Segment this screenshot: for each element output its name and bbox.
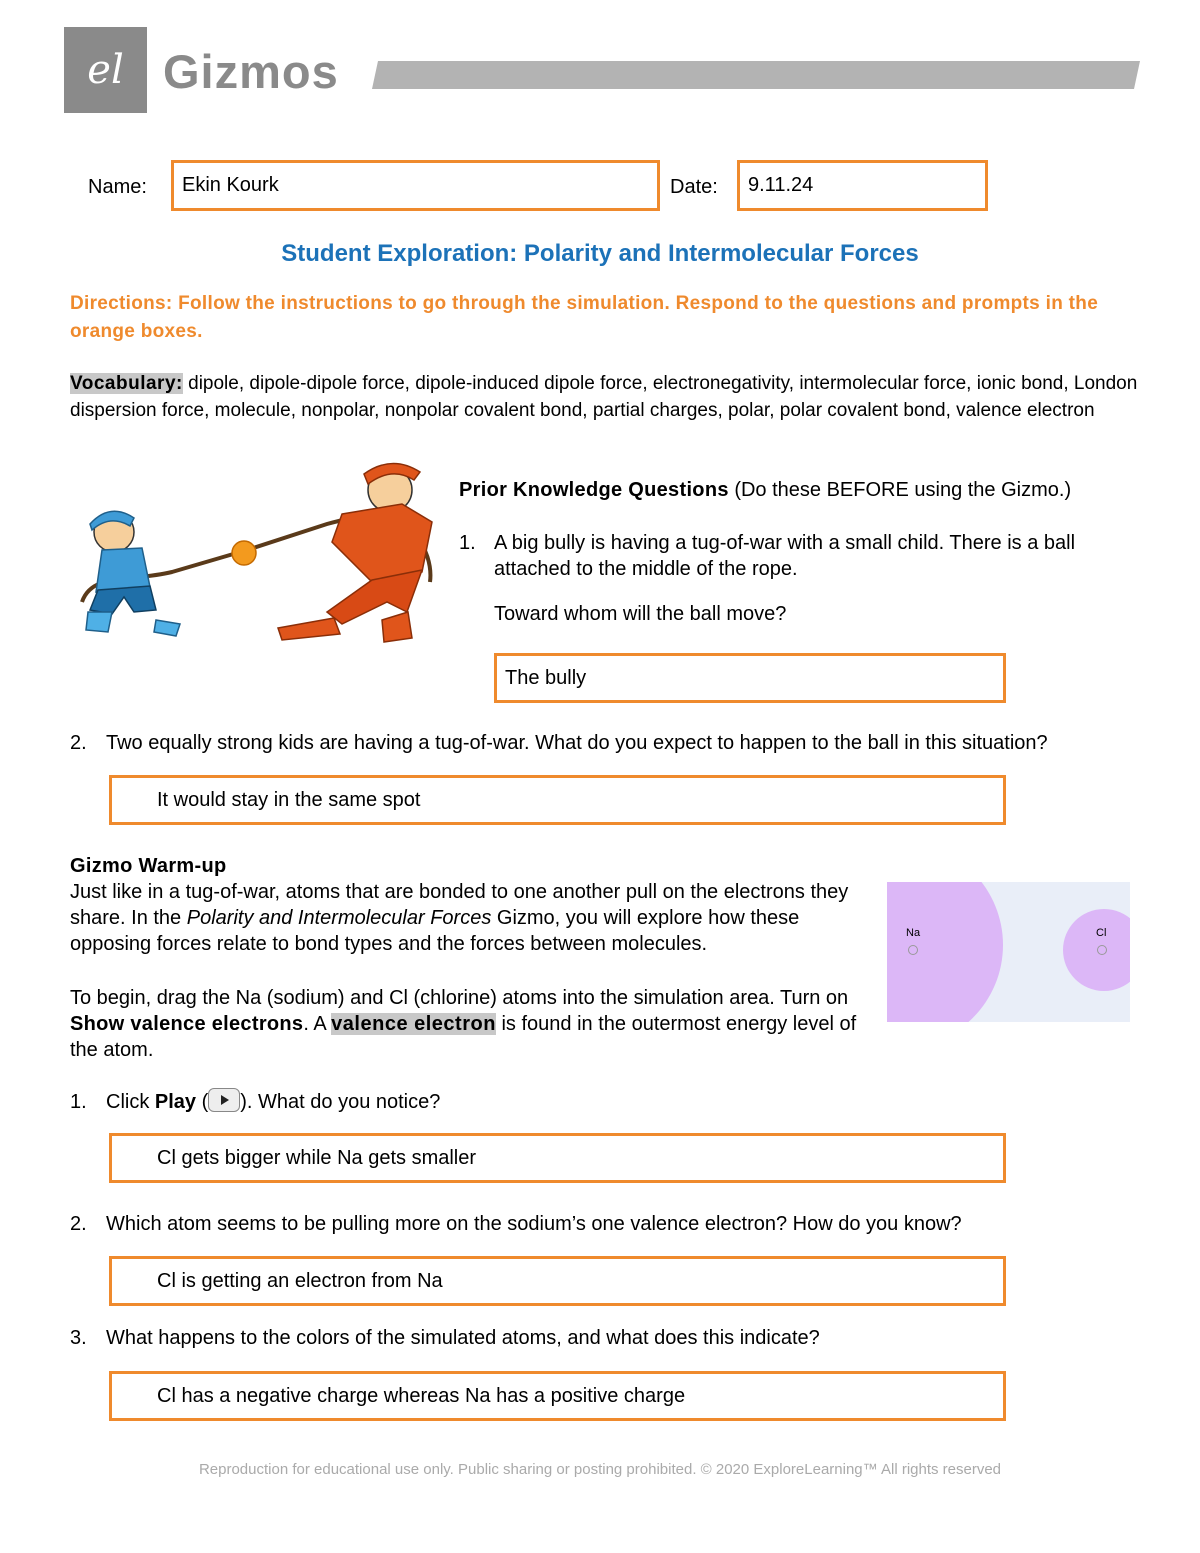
name-value: Ekin Kourk: [182, 174, 279, 196]
footer-copyright: Reproduction for educational use only. Public sharing or posting prohibited. © 2020 ExploreLearning™ All rights reserved: [198, 1461, 1002, 1478]
page-title: Student Exploration: Polarity and Intermolecular Forces: [281, 240, 919, 267]
vocabulary-label: Vocabulary:: [70, 373, 183, 394]
prior-q1-answer-box[interactable]: [494, 653, 1006, 703]
warmup-p2-a: To begin, drag the Na (sodium) and Cl (chlorine) atoms into the simulation area. Turn on: [70, 987, 849, 1009]
na-atom: [887, 882, 1003, 1022]
warmup-q3-text: What happens to the colors of the simulated atoms, and what does this indicate?: [106, 1327, 820, 1349]
warmup-q1-answer: Cl gets bigger while Na gets smaller: [157, 1146, 477, 1169]
cl-label: Cl: [1096, 927, 1107, 939]
warmup-q1-c: ). What do you notice?: [240, 1091, 441, 1113]
prior-q2-text: Two equally strong kids are having a tug-of-war. What do you expect to happen to the ball in this situation?: [106, 732, 1048, 754]
vocabulary-text: dipole, dipole-dipole force, dipole-induced dipole force, electronegativity, intermolecular force, ionic bond, London dispersion force, molecule, nonpolar, nonpolar covalent bond, partial charges, polar, polar covalent bond, valence electron: [70, 373, 1138, 421]
date-label: Date:: [670, 176, 718, 198]
prior-heading-bold: Prior Knowledge Questions: [459, 479, 729, 501]
warmup-q2-answer: Cl is getting an electron from Na: [157, 1269, 443, 1292]
warmup-paragraph-1: [70, 879, 870, 957]
warmup-q1-bold: Play: [154, 1091, 197, 1113]
prior-q1-number: 1.: [459, 532, 476, 554]
name-field[interactable]: [171, 160, 660, 211]
vocabulary: [70, 370, 1140, 424]
simulation-thumbnail: [887, 882, 1130, 1022]
warmup-q1-answer-box[interactable]: [109, 1133, 1006, 1183]
directions: Directions: Follow the instructions to go through the simulation. Respond to the questions and prompts in the orange boxes.: [70, 293, 1099, 342]
prior-q1-prompt: Toward whom will the ball move?: [494, 603, 787, 625]
warmup-p1-b: Gizmo, you will explore how these opposing forces relate to bond types and the forces between molecules.: [70, 907, 800, 955]
warmup-q1-text: [106, 1089, 1006, 1115]
prior-q1-text: A big bully is having a tug-of-war with a small child. There is a ball attached to the middle of the rope.: [494, 532, 1076, 580]
play-icon: [208, 1088, 240, 1112]
na-label: Na: [906, 927, 921, 939]
warmup-p1-a: Just like in a tug-of-war, atoms that are bonded to one another pull on the electrons they share. In the: [70, 881, 849, 929]
warmup-q2-answer-box[interactable]: [109, 1256, 1006, 1306]
warmup-p1-em: Polarity and Intermolecular Forces: [186, 907, 492, 929]
warmup-q2-number: 2.: [70, 1213, 87, 1235]
warmup-p2-highlight: valence electron: [331, 1013, 496, 1035]
name-label: Name:: [88, 176, 147, 198]
warmup-q2-text: Which atom seems to be pulling more on the sodium’s one valence electron? How do you know?: [106, 1213, 962, 1235]
cl-electron-icon: [1097, 945, 1107, 955]
warmup-p2-bold: Show valence electrons: [70, 1013, 304, 1035]
brand-name: Gizmos: [163, 45, 339, 98]
date-value: 9.11.24: [748, 174, 814, 196]
warmup-p2-b: . A: [303, 1013, 332, 1035]
prior-knowledge-heading: [459, 477, 1139, 503]
prior-q2-answer-box[interactable]: [109, 775, 1006, 825]
prior-q2-answer: It would stay in the same spot: [157, 788, 421, 811]
header-bar: [372, 61, 1140, 89]
warmup-q1-number: 1.: [70, 1091, 87, 1113]
na-electron-icon: [908, 945, 918, 955]
tug-of-war-illustration: [72, 452, 442, 647]
warmup-p2-c: is found in the outermost energy level of the atom.: [70, 1013, 857, 1061]
prior-heading-note: (Do these BEFORE using the Gizmo.): [728, 479, 1072, 501]
warmup-q3-answer-box[interactable]: [109, 1371, 1006, 1421]
date-field[interactable]: [737, 160, 988, 211]
warmup-heading: Gizmo Warm-up: [70, 855, 227, 877]
warmup-q3-answer: Cl has a negative charge whereas Na has a positive charge: [157, 1384, 686, 1407]
prior-q1-answer: The bully: [505, 666, 587, 689]
warmup-paragraph-2: [70, 985, 870, 1063]
logo-mark-text: el: [87, 47, 124, 93]
gizmos-logo-mark: [64, 27, 147, 113]
warmup-q1-a: Click: [106, 1091, 155, 1113]
warmup-q1-b: (: [196, 1091, 209, 1113]
warmup-q3-number: 3.: [70, 1327, 87, 1349]
prior-q2-number: 2.: [70, 732, 87, 754]
